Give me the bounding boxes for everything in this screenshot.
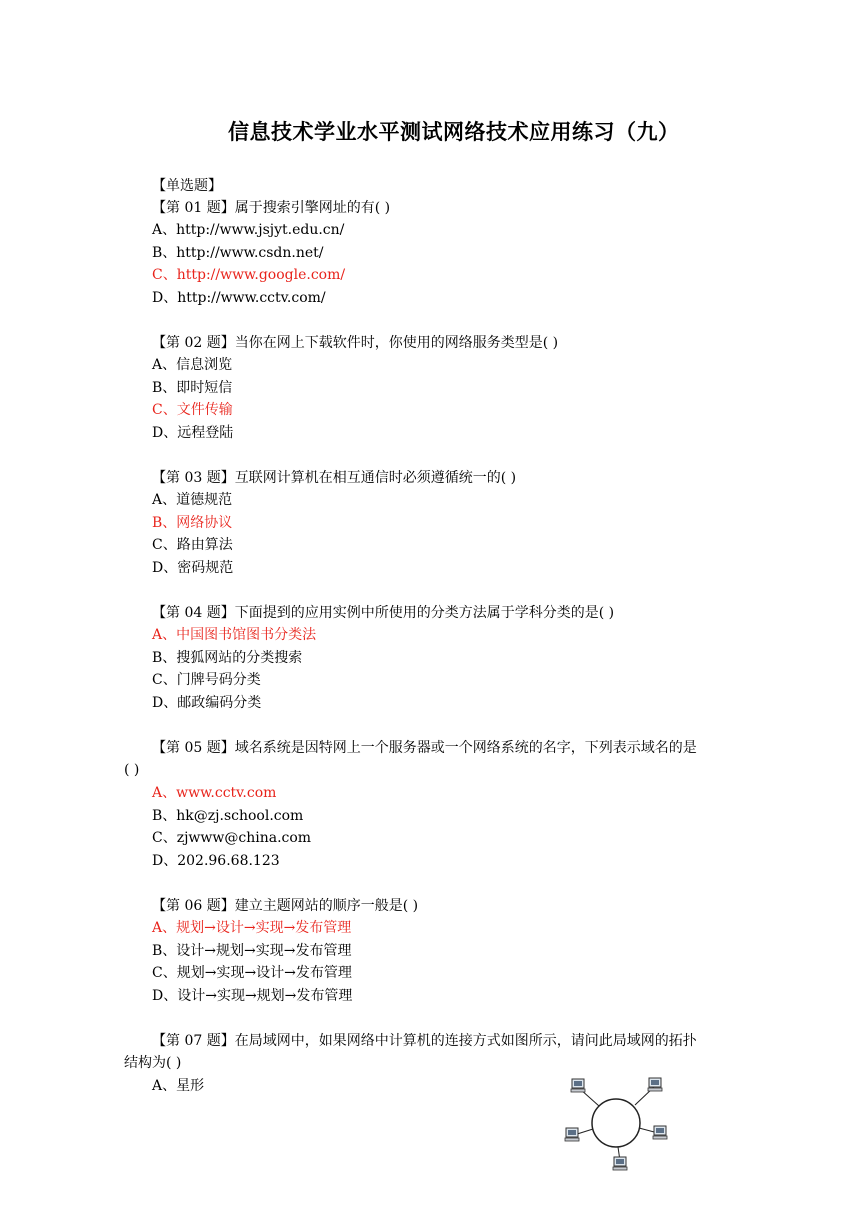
question-stem: 【第 05 题】域名系统是因特网上一个服务器或一个网络系统的名字，下列表示域名的是 [152, 740, 697, 756]
option: C、zjwww@china.com [152, 830, 312, 846]
option-correct: B、网络协议 [152, 515, 233, 531]
option: C、路由算法 [152, 537, 233, 553]
option: B、http://www.csdn.net/ [152, 245, 324, 261]
question-stem-continued: ( ) [124, 762, 140, 778]
option: B、搜狐网站的分类搜索 [152, 650, 303, 666]
question-stem-continued: 结构为( ) [124, 1055, 182, 1071]
computer-icon [613, 1157, 627, 1170]
page-title: 信息技术学业水平测试网络技术应用练习（九） [228, 120, 680, 144]
option: B、hk@zj.school.com [152, 808, 304, 824]
computer-icon [653, 1126, 667, 1139]
option: B、设计→规划→实现→发布管理 [152, 943, 352, 959]
question-stem: 【第 04 题】下面提到的应用实例中所使用的分类方法属于学科分类的是( ) [152, 605, 615, 621]
option: A、http://www.jsjyt.edu.cn/ [152, 222, 345, 238]
option: A、星形 [152, 1078, 205, 1094]
option: D、http://www.cctv.com/ [152, 290, 326, 306]
option-correct: A、中国图书馆图书分类法 [152, 627, 317, 643]
question-stem: 【第 02 题】当你在网上下载软件时，你使用的网络服务类型是( ) [152, 335, 559, 351]
option: D、密码规范 [152, 560, 234, 576]
option: A、信息浏览 [152, 357, 233, 373]
option: B、即时短信 [152, 380, 233, 396]
computer-icon [648, 1078, 662, 1091]
option-correct: A、www.cctv.com [152, 785, 277, 801]
option: D、邮政编码分类 [152, 695, 262, 711]
question-stem: 【第 07 题】在局域网中，如果网络中计算机的连接方式如图所示，请问此局域网的拓扑 [152, 1033, 697, 1049]
option: D、设计→实现→规划→发布管理 [152, 988, 353, 1004]
ring-topology-diagram [556, 1073, 676, 1173]
question-stem: 【第 03 题】互联网计算机在相互通信时必须遵循统一的( ) [152, 470, 517, 486]
option: A、道德规范 [152, 492, 233, 508]
question-stem: 【第 01 题】属于搜索引擎网址的有( ) [152, 200, 391, 216]
option-correct: A、规划→设计→实现→发布管理 [152, 920, 352, 936]
section-label: 【单选题】 [152, 178, 222, 194]
computer-icon [571, 1079, 585, 1092]
option: C、门牌号码分类 [152, 672, 261, 688]
computer-icon [565, 1128, 579, 1141]
option-correct: C、文件传输 [152, 402, 233, 418]
option-correct: C、http://www.google.com/ [152, 267, 346, 283]
question-stem: 【第 06 题】建立主题网站的顺序一般是( ) [152, 898, 419, 914]
ring-circle [592, 1099, 640, 1147]
option: C、规划→实现→设计→发布管理 [152, 965, 352, 981]
option: D、远程登陆 [152, 425, 234, 441]
option: D、202.96.68.123 [152, 853, 280, 869]
